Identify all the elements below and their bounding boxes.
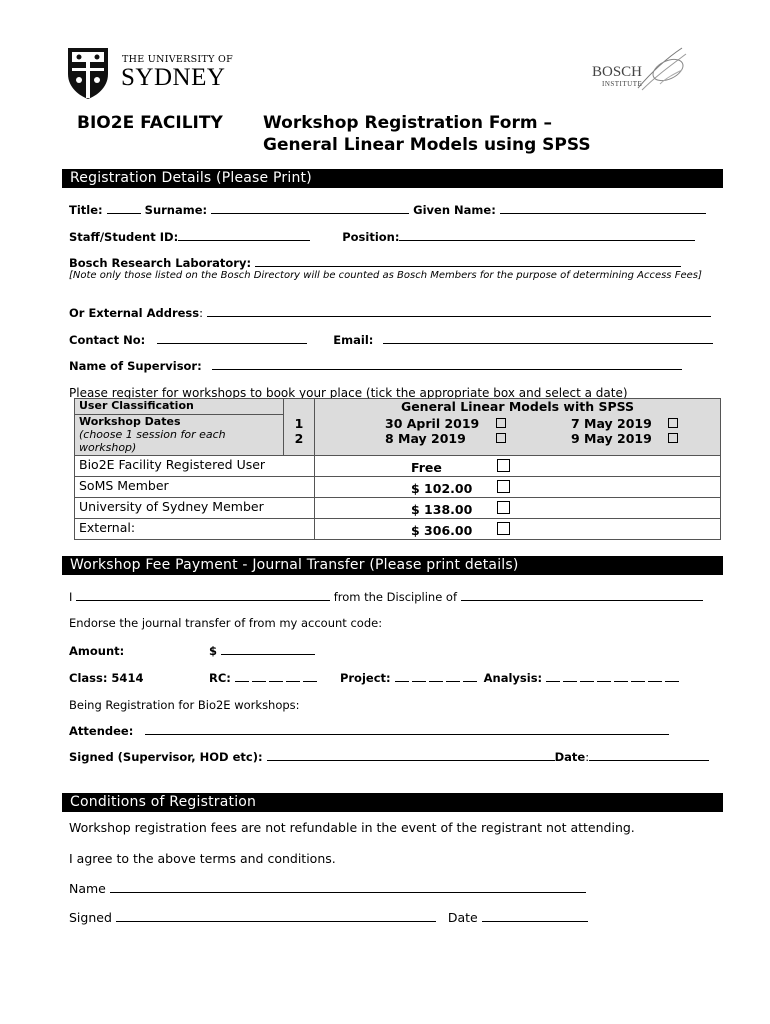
refund-policy-text: Workshop registration fees are not refundable in the event of the registrant not attending. <box>69 820 635 835</box>
analysis-label: Analysis: <box>483 671 543 685</box>
session-date-option[interactable] <box>571 416 716 431</box>
rc-label: RC: <box>209 671 231 685</box>
workshop-dates-label: Workshop Dates <box>79 414 181 428</box>
agree-text: I agree to the above terms and conditions. <box>69 851 336 866</box>
table-row <box>75 476 721 497</box>
staff-id-field[interactable] <box>178 230 310 241</box>
table-row <box>75 518 721 539</box>
amount-symbol: $ <box>209 644 218 658</box>
date-colon: : <box>585 750 590 764</box>
session-date: 7 May 2019 <box>571 416 652 431</box>
fee-amount: $ 102.00 <box>411 480 473 496</box>
conditions-name-row <box>69 881 586 896</box>
address-row <box>69 306 729 320</box>
contact-row <box>69 333 729 347</box>
conditions-signature-field[interactable] <box>116 911 436 922</box>
supervisor-label: Name of Supervisor: <box>69 359 202 373</box>
user-classification-header: User Classification <box>75 399 284 415</box>
rc-field[interactable] <box>235 671 320 685</box>
project-label: Project: <box>339 671 391 685</box>
email-label: Email: <box>333 333 374 347</box>
address-field[interactable] <box>207 306 711 317</box>
university-logo <box>66 44 236 100</box>
supervisor-row <box>69 359 729 373</box>
endorse-text: Endorse the journal transfer of from my account code: <box>69 616 383 630</box>
email-field[interactable] <box>383 333 713 344</box>
class-label: Class: 5414 <box>69 671 144 685</box>
fee-checkbox[interactable] <box>497 501 510 514</box>
fee-amount: Free <box>411 459 442 475</box>
fee-amount: $ 306.00 <box>411 522 473 538</box>
facility-name: BIO2E FACILITY <box>77 113 223 133</box>
payer-name-field[interactable] <box>76 590 330 601</box>
supervisor-date-field[interactable] <box>589 750 709 761</box>
title-field[interactable] <box>107 203 141 214</box>
surname-field[interactable] <box>211 203 409 214</box>
payment-i-row <box>69 590 729 604</box>
address-label: Or External Address <box>69 306 200 320</box>
form-title-line1: Workshop Registration Form – <box>263 113 552 133</box>
session-date: 30 April 2019 <box>385 416 480 431</box>
contact-label: Contact No: <box>69 333 146 347</box>
workshop-dates-row <box>75 414 721 455</box>
lab-row <box>69 256 729 270</box>
registration-table <box>74 398 721 540</box>
position-field[interactable] <box>399 230 695 241</box>
bosch-name: BOSCH <box>592 64 643 80</box>
lab-label: Bosch Research Laboratory: <box>69 256 252 270</box>
section-header-registration: Registration Details (Please Print) <box>62 169 723 188</box>
conditions-date-label: Date <box>447 910 478 925</box>
analysis-field[interactable] <box>546 671 682 685</box>
discipline-label: from the Discipline of <box>333 590 458 604</box>
date-checkbox[interactable] <box>496 433 506 443</box>
lab-note: [Note only those listed on the Bosch Directory will be counted as Bosch Members for the purpose of determining Access Fees] <box>69 270 702 281</box>
amount-field[interactable] <box>221 644 315 655</box>
session-date-option[interactable] <box>385 416 555 431</box>
staff-id-row <box>69 230 729 244</box>
fee-checkbox[interactable] <box>497 480 510 493</box>
session-number: 1 <box>294 416 304 431</box>
amount-label: Amount: <box>69 644 125 658</box>
conditions-date-field[interactable] <box>482 911 588 922</box>
project-field[interactable] <box>395 671 480 685</box>
classification-label: SoMS Member <box>75 476 315 497</box>
section-header-conditions: Conditions of Registration <box>62 793 723 812</box>
supervisor-signed-label: Signed (Supervisor, HOD etc): <box>69 750 263 764</box>
position-label: Position: <box>342 230 400 244</box>
title-row <box>69 203 729 217</box>
conditions-name-label: Name <box>69 881 106 896</box>
university-name-line2: SYDNEY <box>121 64 226 91</box>
signed-supervisor-row <box>69 750 709 764</box>
date-checkbox[interactable] <box>496 418 506 428</box>
form-title-line2: General Linear Models using SPSS <box>263 135 591 155</box>
title-label: Title: <box>69 203 103 217</box>
staff-id-label: Staff/Student ID: <box>69 230 179 244</box>
i-label: I <box>69 590 73 604</box>
university-name-line1: THE UNIVERSITY OF <box>122 54 233 65</box>
session-date-option[interactable] <box>571 431 716 446</box>
surname-label: Surname: <box>144 203 208 217</box>
bosch-institute-logo <box>590 44 700 96</box>
conditions-name-field[interactable] <box>110 882 586 893</box>
address-colon: : <box>199 306 203 320</box>
discipline-field[interactable] <box>461 590 703 601</box>
date-label: Date <box>554 750 586 764</box>
classification-label: Bio2E Facility Registered User <box>75 455 315 476</box>
amount-row <box>69 644 315 658</box>
session-number: 2 <box>294 431 304 446</box>
supervisor-field[interactable] <box>212 359 682 370</box>
conditions-signed-label: Signed <box>69 910 112 925</box>
being-registration-text: Being Registration for Bio2E workshops: <box>69 698 300 712</box>
date-checkbox[interactable] <box>668 433 678 443</box>
date-checkbox[interactable] <box>668 418 678 428</box>
workshop-dates-note: (choose 1 session for each workshop) <box>79 427 226 454</box>
given-name-field[interactable] <box>500 203 706 214</box>
classification-label: External: <box>75 518 315 539</box>
table-row <box>75 497 721 518</box>
lab-field[interactable] <box>255 256 681 267</box>
classification-label: University of Sydney Member <box>75 497 315 518</box>
fee-amount: $ 138.00 <box>411 501 473 517</box>
table-header-row <box>75 399 721 415</box>
conditions-signed-row <box>69 910 588 925</box>
account-code-row <box>69 671 729 685</box>
registration-instructions: Please register for workshops to book your place (tick the appropriate box and select a date) <box>69 386 628 400</box>
fee-checkbox[interactable] <box>497 459 510 472</box>
supervisor-signature-field[interactable] <box>267 750 555 761</box>
given-name-label: Given Name: <box>413 203 496 217</box>
session-date: 9 May 2019 <box>571 431 652 446</box>
bosch-subname: INSTITUTE <box>602 80 643 88</box>
attendee-row <box>69 724 669 738</box>
session-date-option[interactable] <box>385 431 555 446</box>
attendee-field[interactable] <box>145 724 669 735</box>
contact-field[interactable] <box>157 333 307 344</box>
section-header-payment: Workshop Fee Payment - Journal Transfer (Please print details) <box>62 556 723 575</box>
course-title: General Linear Models with SPSS <box>315 399 721 415</box>
university-crest-icon <box>66 44 110 100</box>
session-date: 8 May 2019 <box>385 431 466 446</box>
fee-checkbox[interactable] <box>497 522 510 535</box>
table-row <box>75 455 721 476</box>
attendee-label: Attendee: <box>69 724 134 738</box>
